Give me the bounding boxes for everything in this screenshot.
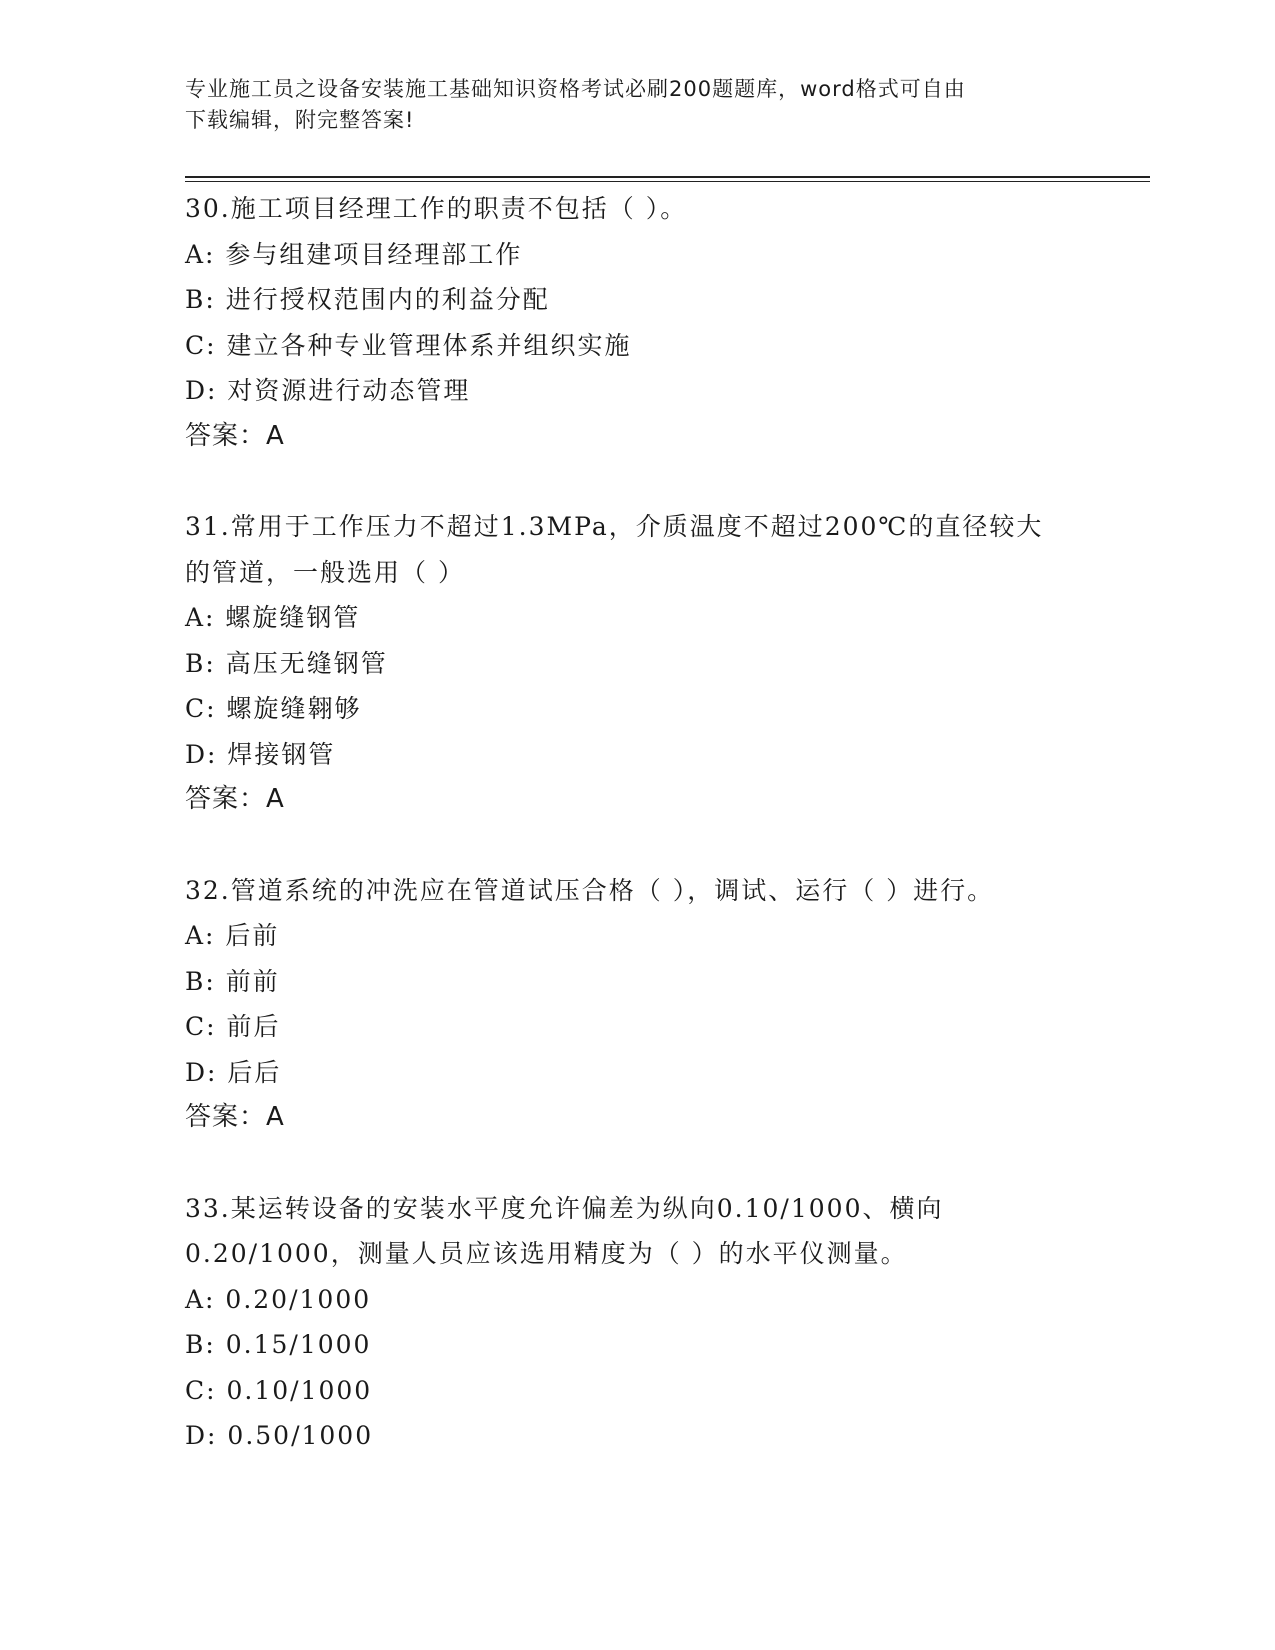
question-stem-line-2: 0.20/1000，测量人员应该选用精度为（ ）的水平仪测量。: [185, 1239, 908, 1268]
option-c: C: 建立各种专业管理体系并组织实施: [185, 330, 632, 360]
question-spacer: [185, 459, 1115, 504]
answer-line: [185, 1095, 1115, 1141]
question-32: [185, 868, 1115, 1141]
question-31: [185, 504, 1115, 823]
question-spacer: [185, 1141, 1115, 1186]
document-header: [185, 74, 1085, 136]
header-line-1: 专业施工员之设备安装施工基础知识资格考试必刷200题题库，word格式可自由: [185, 77, 966, 101]
answer-value: A: [266, 420, 285, 451]
option-b: B: 0.15/1000: [185, 1330, 372, 1359]
option-b: B: 高压无缝钢管: [185, 648, 388, 678]
header-line-2: 下载编辑，附完整答案!: [185, 108, 415, 132]
header-divider-thick: [185, 176, 1150, 178]
option-a: A: 后前: [185, 921, 280, 950]
answer-label: 答案：: [185, 420, 267, 451]
option-a: A: 参与组建项目经理部工作: [185, 239, 523, 269]
question-30: [185, 186, 1115, 459]
option-d: D: 焊接钢管: [185, 739, 336, 769]
option-b: B: 前前: [185, 966, 280, 996]
question-stem: 30.施工项目经理工作的职责不包括（ ）。: [185, 194, 688, 223]
option-c: C: 前后: [185, 1012, 281, 1041]
answer-label: 答案：: [185, 1102, 267, 1132]
question-list: [185, 186, 1115, 1459]
question-spacer: [185, 823, 1115, 868]
answer-line: [185, 777, 1115, 823]
answer-line: [185, 414, 1115, 460]
option-c: C: 螺旋缝翱够: [185, 694, 362, 723]
question-stem: 32.管道系统的冲洗应在管道试压合格（ ），调试、运行（ ）进行。: [185, 875, 995, 905]
answer-value: A: [266, 784, 285, 814]
question-33: [185, 1186, 1115, 1459]
option-d: D: 后后: [185, 1057, 282, 1087]
answer-label: 答案：: [185, 784, 267, 814]
option-b: B: 进行授权范围内的利益分配: [185, 285, 550, 314]
option-a: A: 0.20/1000: [185, 1284, 372, 1314]
answer-value: A: [266, 1102, 285, 1132]
question-stem-line-1: 31.常用于工作压力不超过1.3MPa，介质温度不超过200℃的直径较大: [185, 512, 1044, 541]
question-stem-line-1: 33.某运转设备的安装水平度允许偏差为纵向0.10/1000、横向: [185, 1193, 944, 1223]
option-d: D: 对资源进行动态管理: [185, 376, 471, 405]
option-d: D: 0.50/1000: [185, 1421, 374, 1450]
option-c: C: 0.10/1000: [185, 1375, 373, 1405]
header-divider-thin: [185, 181, 1150, 182]
question-stem-line-2: 的管道，一般选用（ ）: [185, 557, 465, 587]
option-a: A: 螺旋缝钢管: [185, 603, 361, 632]
